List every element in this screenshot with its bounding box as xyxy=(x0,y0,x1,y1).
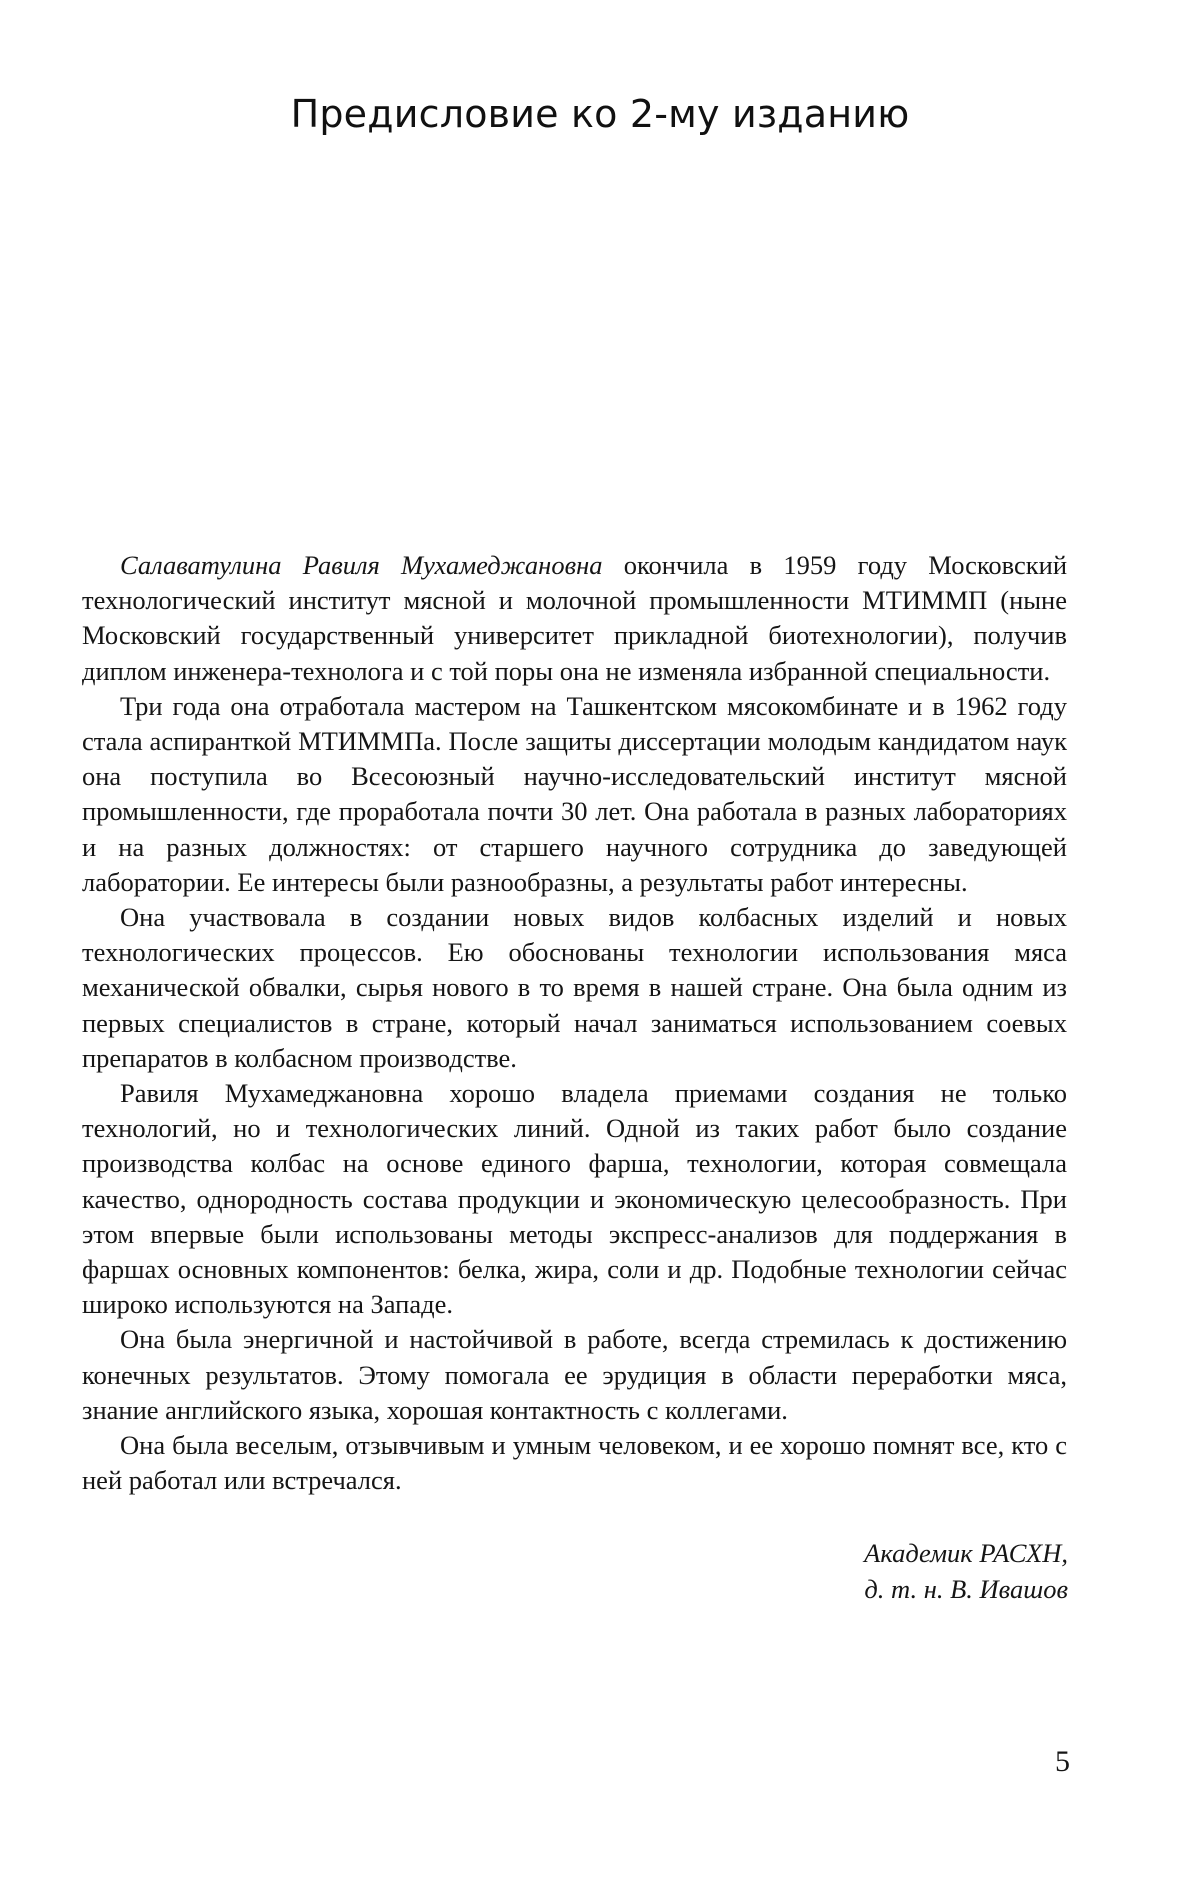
paragraph-6: Она была веселым, отзывчивым и умным человеком, и ее хорошо помнят все, кто с ней работал или встречался. xyxy=(82,1428,1067,1498)
paragraph-1-text: окончила в 1959 году Московский технологический институт мясной и молочной промышленности МТИММП (ныне Московский государственный университет прикладной биотехнологии), получив диплом инженера-технолога и с той поры она не изменяла избранной специальности. xyxy=(82,550,1067,686)
paragraph-3: Она участвовала в создании новых видов колбасных изделий и новых технологических процессов. Ею обоснованы технологии использования мяса механической обвалки, сырья нового в то время в нашей стране. Она была одним из первых специалистов в стране, который начал заниматься использованием соевых препаратов в колбасном производстве. xyxy=(82,900,1067,1076)
author-name: Салаватулина Равиля Мухамеджановна xyxy=(120,550,602,580)
foreword-body xyxy=(82,548,1067,1498)
paragraph-5: Она была энергичной и настойчивой в работе, всегда стремилась к достижению конечных результатов. Этому помогала ее эрудиция в области переработки мяса, знание английского языка, хорошая контактность с коллегами. xyxy=(82,1322,1067,1428)
page-title: Предисловие ко 2-му изданию xyxy=(0,92,1200,136)
book-page xyxy=(0,0,1200,1886)
page-number: 5 xyxy=(1055,1745,1070,1779)
signature-title: Академик РАСХН, xyxy=(864,1535,1068,1571)
signature-name: д. т. н. В. Ивашов xyxy=(864,1571,1068,1607)
paragraph-4: Равиля Мухамеджановна хорошо владела приемами создания не только технологий, но и технологических линий. Одной из таких работ было создание производства колбас на основе единого фарша, технологии, которая совмещала качество, однородность состава продукции и экономическую целесообразность. При этом впервые были использованы методы экспресс-анализов для поддержания в фаршах основных компонентов: белка, жира, соли и др. Подобные технологии сейчас широко используются на Западе. xyxy=(82,1076,1067,1322)
paragraph-1 xyxy=(82,548,1067,689)
signature-block xyxy=(864,1535,1068,1607)
paragraph-2: Три года она отработала мастером на Ташкентском мясокомбинате и в 1962 году стала аспиранткой МТИММПа. После защиты диссертации молодым кандидатом наук она поступила во Всесоюзный научно-исследовательский институт мясной промышленности, где проработала почти 30 лет. Она работала в разных лабораториях и на разных должностях: от старшего научного сотрудника до заведующей лаборатории. Ее интересы были разнообразны, а результаты работ интересны. xyxy=(82,689,1067,900)
